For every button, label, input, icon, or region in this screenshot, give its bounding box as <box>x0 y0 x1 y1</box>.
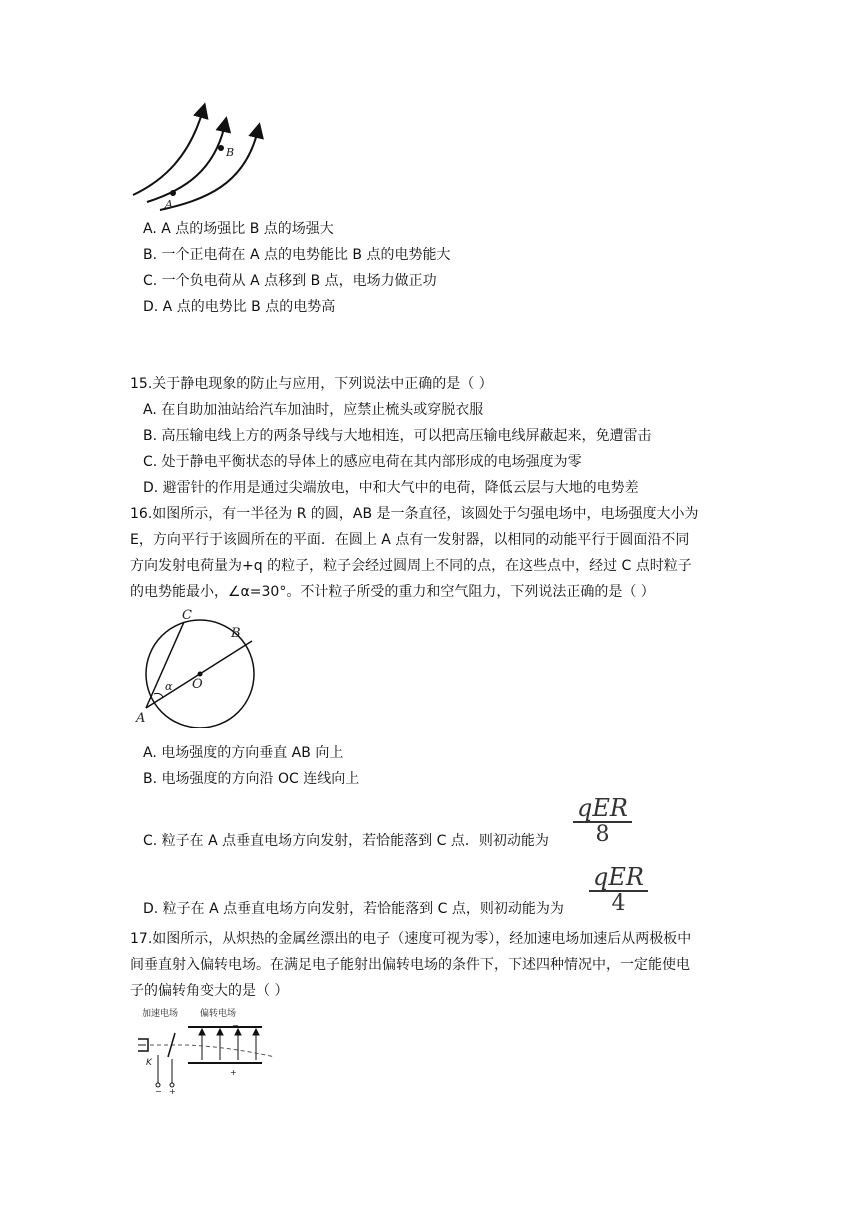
label-b: B <box>226 146 235 159</box>
point-b <box>218 145 224 151</box>
label-alpha: α <box>165 680 173 693</box>
label-c: C <box>182 608 192 623</box>
label-k: K <box>146 1058 152 1068</box>
label-o: O <box>192 677 203 692</box>
q14-option-b: B. 一个正电荷在 A 点的电势能比 B 点的电势能大 <box>143 247 451 263</box>
q16-circle-figure <box>130 608 260 728</box>
q16-option-d: D. 粒子在 A 点垂直电场方向发射，若恰能落到 C 点，则初动能为为 <box>143 901 564 917</box>
label-a: A <box>165 198 173 211</box>
q14-field-lines-figure <box>125 100 275 215</box>
label-bottom-plus: + <box>230 1068 237 1077</box>
fraction-c-numerator: qER <box>573 796 632 823</box>
q16-fraction-d <box>589 865 648 916</box>
point-a <box>170 190 176 196</box>
q16-fraction-c <box>573 796 632 847</box>
q14-option-c: C. 一个负电荷从 A 点移到 B 点，电场力做正功 <box>143 273 437 289</box>
q17-stem-line-1: 17.如图所示，从炽热的金属丝漂出的电子（速度可视为零），经加速电场加速后从两极板中 <box>130 931 692 947</box>
q15-option-d: D. 避雷针的作用是通过尖端放电，中和大气中的电荷，降低云层与大地的电势差 <box>143 480 639 496</box>
label-minus: − <box>155 1087 162 1095</box>
q16-stem-line-2: E，方向平行于该圆所在的平面．在圆上 A 点有一发射器，以相同的动能平行于圆面沿不同 <box>130 532 690 548</box>
label-a: A <box>136 711 146 726</box>
label-plus: + <box>169 1087 176 1095</box>
label-top-minus: − <box>232 1021 239 1030</box>
fraction-c-denominator: 8 <box>595 822 610 847</box>
q16-option-b: B. 电场强度的方向沿 OC 连线向上 <box>143 771 360 787</box>
q17-stem-line-3: 子的偏转角变大的是（ ） <box>130 983 289 999</box>
q15-stem: 15.关于静电现象的防止与应用，下列说法中正确的是（ ） <box>130 376 493 392</box>
q16-stem-line-3: 方向发射电荷量为+q 的粒子，粒子会经过圆周上不同的点，在这些点中，经过 C 点时粒子 <box>130 558 692 574</box>
fraction-d-denominator: 4 <box>611 891 626 916</box>
q17-stem-line-2: 间垂直射入偏转电场。在满足电子能射出偏转电场的条件下，下述四种情况中，一定能使电 <box>130 957 690 973</box>
q16-option-c: C. 粒子在 A 点垂直电场方向发射，若恰能落到 C 点．则初动能为 <box>143 833 549 849</box>
label-deflect: 偏转电场 <box>200 1009 237 1019</box>
q14-option-d: D. A 点的电势比 B 点的电势高 <box>143 299 336 315</box>
q17-accelerator-figure <box>130 1005 280 1095</box>
q16-stem-line-1: 16.如图所示，有一半径为 R 的圆，AB 是一条直径，该圆处于匀强电场中，电场强度大小为 <box>130 506 699 522</box>
label-accel: 加速电场 <box>142 1009 179 1019</box>
q14-option-a: A. A 点的场强比 B 点的场强大 <box>143 221 334 237</box>
q15-option-b: B. 高压输电线上方的两条导线与大地相连，可以把高压输电线屏蔽起来，免遭雷击 <box>143 428 652 444</box>
fraction-d-numerator: qER <box>589 865 648 892</box>
label-b: B <box>231 626 241 641</box>
q16-stem-line-4: 的电势能最小，∠α=30°。不计粒子所受的重力和空气阻力，下列说法正确的是（ ） <box>130 584 655 600</box>
q16-option-a: A. 电场强度的方向垂直 AB 向上 <box>143 745 344 761</box>
q15-option-a: A. 在自助加油站给汽车加油时，应禁止梳头或穿脱衣服 <box>143 402 484 418</box>
q15-option-c: C. 处于静电平衡状态的导体上的感应电荷在其内部形成的电场强度为零 <box>143 454 582 470</box>
